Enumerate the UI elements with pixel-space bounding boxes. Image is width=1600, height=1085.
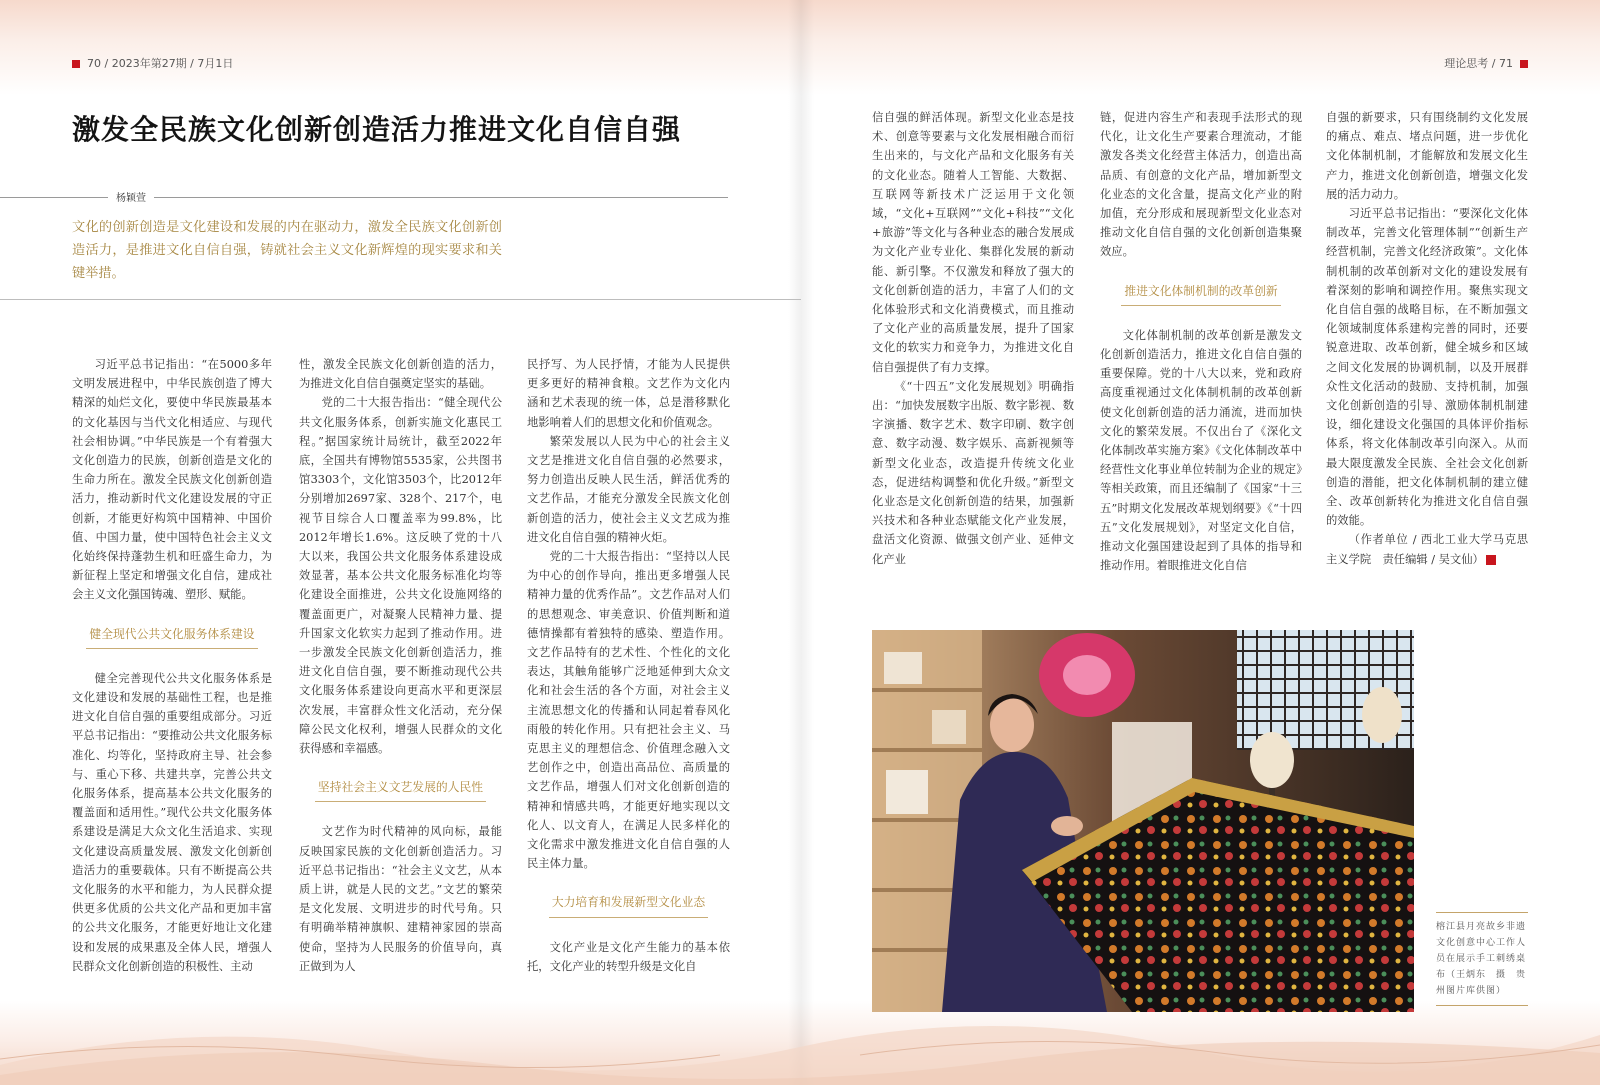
lamp <box>1250 732 1294 788</box>
paragraph: 习近平总书记指出：“要深化文化体制改革，完善文化管理体制”“创新生产经营机制，完善文化经济政策”。文化体制机制的改革创新对文化的建设发展有着深刻的影响和调控作用。聚焦实现文化自信自强的战略目标，在不断加强文化领域制度体系建构完善的同时，还要锐意进取、改革创新，健全城乡和区域之间文化发展的协调机制，以及开展群众性文化活动的鼓励、支持机制，加强文化创新创造的引导、激励体制机制建设，细化建设文化强国的具体评价指标体系，将文化体制改革引向深入。从而最大限度激发全民族、全社会文化创新创造的潜能，把文化体制机制的建立健全、改革创新转化为推进文化自信自强的效能。 <box>1326 207 1528 528</box>
text-column-4 <box>872 108 1074 569</box>
left-folio-text: 70 / 2023年第27期 / 7月1日 <box>87 57 234 70</box>
section-heading-text: 大力培育和发展新型文化业态 <box>549 893 708 917</box>
section-heading <box>527 893 730 917</box>
article-lead: 文化的创新创造是文化建设和发展的内在驱动力，激发全民族文化创新创造活力，是推进文化自信自强，铸就社会主义文化新辉煌的现实要求和关键举措。 <box>72 220 502 281</box>
left-folio <box>72 55 233 71</box>
article-title: 激发全民族文化创新创造活力推进文化自信自强 <box>72 113 682 146</box>
paragraph: 信自强的鲜活体现。新型文化业态是技术、创意等要素与文化发展相融合而衍生出来的，与文化产品和文化服务有关的文化业态。随着人工智能、大数据、互联网等新技术广泛运用于文化领域，“文化+互联网”“文化+科技”“文化+旅游”等文化与各种业态的融合发展成为文化产业专业化、集群化发展的新动能、新引擎。不仅激发和释放了强大的文化创新创造的活力，丰富了人们的文化体验形式和文化消费模式，而且推动了文化产业的高质量发展，提升了国家文化的软实力和竞争力，为推进文化自信自强提供了有力支撑。 <box>872 111 1074 374</box>
lead-rule <box>0 299 801 300</box>
paragraph: 文化体制机制的改革创新是激发文化创新创造活力，推进文化自信自强的重要保障。党的十八大以来，党和政府高度重视通过文化体制机制的改革创新使文化创新创造的活力涌流，进而加快文化的繁荣发展。不仅出台了《深化文化体制改革实施方案》《文化体制改革中经营性文化事业单位转制为企业的规定》等相关政策，而且还编制了《国家“十三五”时期文化发展改革规划纲要》《“十四五”文化发展规划》，对坚定文化自信，推动文化强国建设起到了具体的指导和推动作用。着眼推进文化自信 <box>1100 328 1302 573</box>
page-gutter <box>788 0 814 1085</box>
text-column-5 <box>1100 108 1302 575</box>
red-square-marker <box>72 60 80 68</box>
paragraph: 党的二十大报告指出：“坚持以人民为中心的创作导向，推出更多增强人民精神力量的优秀作品”。文艺作品对人们的思想观念、审美意识、价值判断和道德情操都有着独特的感染、塑造作用。文艺作品特有的艺术性、个性化的文化表达，其触角能够广泛地延伸到大众文化和社会生活的各个方面，对社会主义主流思想文化的传播和认同起着春风化雨般的转化作用。只有把社会主义、马克思主义的理想信念、价值理念融入文艺创作之中，创造出高品位、高质量的文艺作品，增强人们对文化创新创造的精神和情感共鸣，才能更好地实现以文化人、以文育人，在满足人民多样化的文化需求中激发推进文化自信自强的人民主体力量。 <box>527 550 730 871</box>
paragraph: 性，激发全民族文化创新创造的活力，为推进文化自信自强奠定坚实的基础。 <box>299 358 502 391</box>
author-name: 杨颖萱 <box>108 189 154 204</box>
text-column-1 <box>72 355 272 976</box>
paragraph: 党的二十大报告指出：“健全现代公共文化服务体系，创新实施文化惠民工程。”据国家统计局统计，截至2022年底，全国共有博物馆5535家，公共图书馆3303个，文化馆3503个，比2012年分别增加2697家、328个、217个，电视节目综合人口覆盖率为99.8%，比2012年增长1.6%。这反映了党的十八大以来，我国公共文化服务体系建设成效显著，基本公共文化服务标准化均等化建设全面推进，公共文化设施网络的覆盖面更广，对凝聚人民精神力量、提升国家文化软实力起到了推动作用。进一步激发全民族文化创新创造活力，推进文化自信自强，要不断推动现代公共文化服务体系建设向更高水平和更深层次发展，丰富群众性文化活动，充分保障公民文化权利，增强人民群众的文化获得感和幸福感。 <box>299 396 502 756</box>
photo-illustration <box>872 630 1414 1012</box>
paragraph: 民抒写、为人民抒情，才能为人民提供更多更好的精神食粮。文艺作为文化内涵和艺术表现的统一体，总是潜移默化地影响着人们的思想文化和价值观念。 <box>527 358 730 429</box>
embroidery-photo <box>872 630 1414 1012</box>
section-heading-text: 健全现代公共文化服务体系建设 <box>86 625 257 649</box>
paragraph: 链，促进内容生产和表现手法形式的现代化，让文化生产要素合理流动，才能激发各类文化经营主体活力，创造出高品质、有创意的文化产品，增加新型文化业态的文化含量，提高文化产业的附加值，充分形成和展现新型文化业态对推动文化自信自强的文化创新创造集聚效应。 <box>1100 111 1302 259</box>
photo-caption: 榕江县月亮故乡非遗文化创意中心工作人员在展示手工刺绣桌布（王炳东 摄 贵州图片库供图） <box>1436 912 1528 1006</box>
paragraph: 繁荣发展以人民为中心的社会主义文艺是推进文化自信自强的必然要求，努力创造出反映人民生活，鲜活优秀的文艺作品，才能充分激发全民族文化创新创造的活力，使社会主义文艺成为推进文化自信自强的精神火炬。 <box>527 434 730 544</box>
section-heading-text: 坚持社会主义文艺发展的人民性 <box>315 778 486 802</box>
end-mark-icon: D <box>1486 555 1496 565</box>
right-folio-text: 理论思考 / 71 <box>1444 57 1513 70</box>
paragraph: 文艺作为时代精神的风向标，最能反映国家民族的文化创新创造活力。习近平总书记指出：“社会主义文艺，从本质上讲，就是人民的文艺。”文艺的繁荣是文化发展、文明进步的时代号角。只有明确举精神旗帜、建精神家园的崇高使命，坚持为人民服务的价值导向，真正做到为人 <box>299 825 502 973</box>
paragraph: 《“十四五”文化发展规划》明确指出：“加快发展数字出版、数字影视、数字演播、数字艺术、数字印刷、数字创意、数字动漫、数字娱乐、高新视频等新型文化业态，改造提升传统文化业态，促进结构调整和优化升级。”新型文化业态是文化创新创造的结果，加强新兴技术和各种业态赋能文化产业发展，盘活文化资源、做强文创产业、延伸文化产业 <box>872 379 1074 566</box>
text-column-2 <box>299 355 502 976</box>
section-heading <box>1100 282 1302 306</box>
author-affiliation <box>1326 530 1528 568</box>
paragraph: 文化产业是文化产生能力的基本依托，文化产业的转型升级是文化自 <box>527 940 730 973</box>
text-column-3 <box>527 355 730 976</box>
paragraph: 健全完善现代公共文化服务体系是文化建设和发展的基础性工程，也是推进文化自信自强的重要组成部分。习近平总书记指出：“要推动公共文化服务标准化、均等化，坚持政府主导、社会参与、重心下移、共建共享，完善公共文化服务体系，提高基本公共文化服务的覆盖面和适用性。”现代公共文化服务体系建设是满足大众文化生活追求、实现文化建设高质量发展、激发文化创新创造活力的重要载体。只有不断提高公共文化服务的水平和能力，为人民群众提供更多优质的公共文化产品和更加丰富的公共文化服务，才能更好地让文化建设和发展的成果惠及全体人民，增强人民群众文化创新创造的积极性、主动 <box>72 671 272 973</box>
text-column-6 <box>1326 108 1528 569</box>
section-heading-text: 推进文化体制机制的改革创新 <box>1121 282 1280 306</box>
right-folio <box>1444 55 1528 71</box>
section-heading <box>299 778 502 802</box>
paragraph: 习近平总书记指出：“在5000多年文明发展进程中，中华民族创造了博大精深的灿烂文化，要使中华民族最基本的文化基因与当代文化相适应、与现代社会相协调。”中华民族是一个有着强大文化创造力的民族，创新创造是文化的生命力所在。激发全民族文化创新创造活力，推动新时代文化建设发展的守正创新，才能更好构筑中国精神、中国价值、中国力量，使中国特色社会主义文化始终保持蓬勃生机和旺盛生命力，为新征程上坚定和增强文化自信，建成社会主义文化强国铸魂、塑形、赋能。 <box>72 358 272 602</box>
section-heading <box>72 625 272 649</box>
paragraph: 自强的新要求，只有围绕制约文化发展的痛点、难点、堵点问题，进一步优化文化体制机制，才能解放和发展文化生产力，推进文化创新创造，增强文化发展的活力动力。 <box>1326 111 1528 201</box>
red-square-marker <box>1520 60 1528 68</box>
affiliation-text: （作者单位 / 西北工业大学马克思主义学院 责任编辑 / 吴文仙） <box>1326 533 1528 566</box>
